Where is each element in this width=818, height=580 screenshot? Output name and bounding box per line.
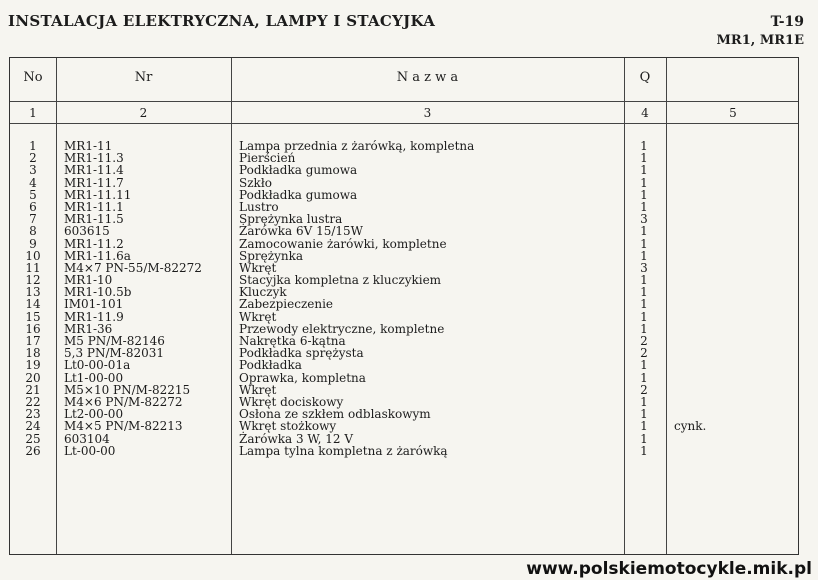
- part-name: Podkładka: [239, 358, 302, 373]
- row-number: 12: [25, 273, 41, 288]
- part-name: Stacyjka kompletna z kluczykiem: [239, 273, 442, 288]
- row-number: 5: [29, 187, 37, 202]
- quantity: 3: [640, 212, 648, 227]
- table-row: [10, 201, 798, 213]
- row-number: 1: [29, 139, 37, 153]
- quantity: 1: [640, 419, 648, 434]
- part-number: MR1-36: [64, 321, 113, 336]
- column-number: 1: [29, 106, 37, 120]
- table-row: [10, 177, 798, 189]
- part-number: MR1-11.11: [64, 187, 132, 202]
- part-name: Wkręt: [239, 382, 277, 397]
- part-number: M4×5 PN/M-82213: [64, 419, 183, 434]
- table-row: [10, 238, 798, 250]
- footer-url: www.polskiemotocykle.mik.pl: [526, 559, 812, 579]
- quantity: 2: [640, 382, 648, 397]
- part-number: MR1-10: [64, 273, 113, 288]
- table-row: [10, 286, 798, 298]
- table-row: [10, 420, 798, 432]
- table-row: [10, 225, 798, 237]
- part-number: MR1-10.5b: [64, 285, 132, 300]
- row-number: 6: [29, 199, 37, 214]
- part-number: MR1-11.2: [64, 236, 124, 251]
- column-number: 2: [139, 106, 148, 120]
- part-number: MR1-11.9: [64, 309, 124, 324]
- part-name: Nakrętka 6-kątna: [239, 334, 346, 348]
- row-number: 15: [25, 309, 41, 324]
- part-number: MR1-11.1: [64, 199, 124, 214]
- quantity: 1: [640, 139, 648, 153]
- part-name: Osłona ze szkłem odblaskowym: [239, 407, 431, 422]
- row-number: 7: [29, 212, 37, 227]
- column-header-nr: Nr: [134, 70, 153, 85]
- quantity: 1: [640, 163, 648, 178]
- row-number: 20: [25, 370, 41, 385]
- quantity: 1: [640, 248, 648, 263]
- part-name: Lampa przednia z żarówką, kompletna: [239, 139, 475, 153]
- part-name: Wkręt dociskowy: [239, 394, 344, 409]
- row-divider: [10, 101, 798, 102]
- row-number: 17: [25, 334, 41, 348]
- part-number: MR1-11.6a: [64, 248, 131, 263]
- part-number: Lt1-00-00: [64, 370, 124, 385]
- quantity: 1: [640, 187, 648, 202]
- row-number: 9: [29, 236, 37, 251]
- table-row: [10, 445, 798, 457]
- row-number: 16: [25, 321, 41, 336]
- table-row: [10, 213, 798, 225]
- quantity: 1: [640, 407, 648, 422]
- column-header-name: N a z w a: [396, 70, 459, 85]
- table-body: [10, 140, 798, 457]
- quantity: 1: [640, 358, 648, 373]
- part-name: Sprężynka: [239, 248, 303, 263]
- quantity: 1: [640, 224, 648, 239]
- row-number: 13: [25, 285, 41, 300]
- page-model: MR1, MR1E: [716, 33, 804, 48]
- quantity: 3: [640, 260, 648, 275]
- quantity: 1: [640, 297, 648, 312]
- row-number: 3: [29, 163, 37, 178]
- part-name: Lampa tylna kompletna z żarówką: [239, 443, 448, 458]
- part-number: MR1-11.5: [64, 212, 124, 227]
- table-row: [10, 359, 798, 371]
- page-title: INSTALACJA ELEKTRYCZNA, LAMPY I STACYJKA: [8, 12, 436, 30]
- part-number: M4×6 PN/M-82272: [64, 394, 183, 409]
- part-number: Lt2-00-00: [64, 407, 124, 422]
- row-number: 11: [25, 260, 41, 275]
- table-row: [10, 311, 798, 323]
- row-number: 26: [25, 443, 41, 458]
- part-number: M5×10 PN/M-82215: [64, 382, 191, 397]
- quantity: 1: [640, 370, 648, 385]
- part-name: Podkładka gumowa: [239, 187, 358, 202]
- part-number: MR1-11: [64, 139, 113, 153]
- part-number: M4×7 PN-55/M-82272: [64, 260, 202, 275]
- table-row: [10, 433, 798, 445]
- column-header-no: No: [23, 70, 43, 85]
- part-name: Podkładka sprężysta: [239, 346, 364, 361]
- part-name: Wkręt: [239, 309, 277, 324]
- part-name: Zamocowanie żarówki, kompletne: [239, 236, 447, 251]
- row-number: 22: [25, 394, 41, 409]
- part-number: MR1-11.3: [64, 151, 124, 166]
- quantity: 1: [640, 431, 648, 446]
- row-number: 23: [25, 407, 41, 422]
- column-number: 5: [729, 106, 737, 120]
- part-name: Oprawka, kompletna: [239, 370, 366, 385]
- quantity: 1: [640, 273, 648, 288]
- part-number: MR1-11.7: [64, 175, 124, 190]
- part-name: Żarówka 3 W, 12 V: [239, 431, 354, 446]
- part-name: Sprężynka lustra: [239, 212, 343, 227]
- quantity: 1: [640, 443, 648, 458]
- part-name: Przewody elektryczne, kompletne: [239, 321, 445, 336]
- parts-table: [9, 57, 799, 555]
- quantity: 1: [640, 236, 648, 251]
- row-number: 21: [25, 382, 41, 397]
- page-code: T-19: [770, 14, 804, 30]
- quantity: 1: [640, 175, 648, 190]
- row-number: 2: [29, 151, 37, 166]
- part-name: Wkręt: [239, 260, 277, 275]
- part-number: 603104: [64, 431, 110, 446]
- part-number: IM01-101: [64, 297, 124, 312]
- part-number: MR1-11.4: [64, 163, 124, 178]
- quantity: 2: [640, 334, 648, 348]
- part-name: Żarówka 6V 15/15W: [239, 224, 363, 239]
- row-number: 18: [25, 346, 41, 361]
- row-number: 24: [25, 419, 41, 434]
- column-number: 4: [641, 106, 649, 120]
- table-row: [10, 164, 798, 176]
- part-name: Zabezpieczenie: [239, 297, 334, 312]
- row-divider: [10, 123, 798, 124]
- part-number: 603615: [64, 224, 110, 239]
- part-name: Wkręt stożkowy: [239, 419, 337, 434]
- table-row: [10, 372, 798, 384]
- part-name: Kluczyk: [239, 285, 287, 300]
- quantity: 2: [640, 346, 648, 361]
- part-name: Szkło: [239, 175, 272, 190]
- part-number: Lt0-00-01a: [64, 358, 131, 373]
- quantity: 1: [640, 321, 648, 336]
- table-row: [10, 140, 798, 152]
- quantity: 1: [640, 285, 648, 300]
- quantity: 1: [640, 199, 648, 214]
- quantity: 1: [640, 151, 648, 166]
- row-number: 10: [25, 248, 41, 263]
- part-number: 5,3 PN/M-82031: [64, 346, 165, 361]
- quantity: 1: [640, 394, 648, 409]
- part-name: Lustro: [239, 199, 279, 214]
- quantity: 1: [640, 309, 648, 324]
- column-header-q: Q: [639, 70, 651, 85]
- row-number: 14: [25, 297, 41, 312]
- table-row: [10, 189, 798, 201]
- part-number: M5 PN/M-82146: [64, 334, 165, 348]
- column-number: 3: [423, 106, 432, 120]
- part-name: Podkładka gumowa: [239, 163, 358, 178]
- row-number: 19: [25, 358, 41, 373]
- part-name: Pierścień: [239, 151, 296, 166]
- table-row: [10, 152, 798, 164]
- row-number: 8: [29, 224, 37, 239]
- row-number: 4: [29, 175, 37, 190]
- part-number: Lt-00-00: [64, 443, 116, 458]
- note: cynk.: [674, 419, 707, 434]
- row-number: 25: [25, 431, 41, 446]
- table-row: [10, 298, 798, 310]
